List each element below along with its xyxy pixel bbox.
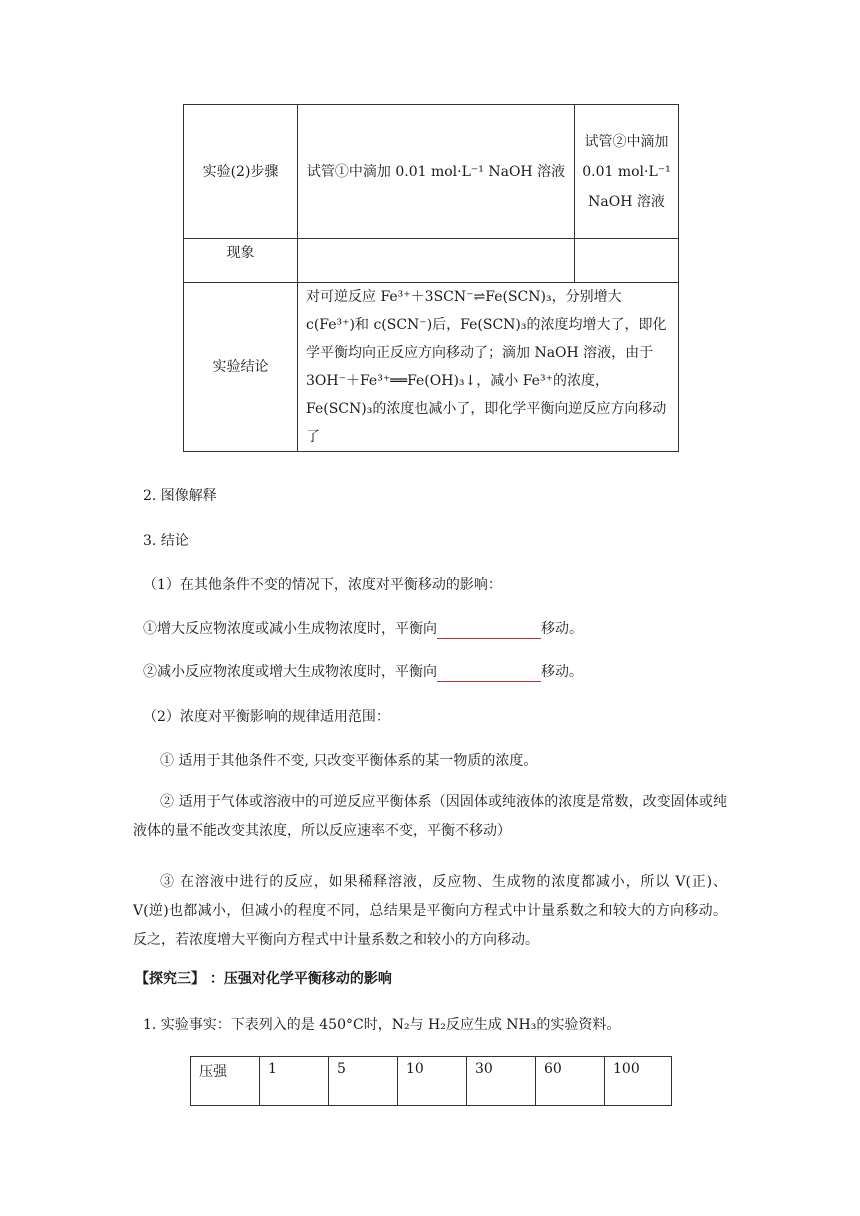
rule-item: ① 适用于其他条件不变, 只改变平衡体系的某一物质的浓度。 [160,753,538,769]
table-cell: 试管②中滴加 0.01 mol·L⁻¹ NaOH 溶液 [575,105,679,239]
table-cell: 60 [536,1057,605,1106]
table-row-label: 现象 [184,239,298,283]
table-cell: 100 [605,1057,672,1106]
section-heading: 【探究三】 ：压强对化学平衡移动的影响 [135,971,392,987]
table-cell: 试管①中滴加 0.01 mol·L⁻¹ NaOH 溶液 [298,105,575,239]
text: 移动。 [541,621,583,637]
table-cell [298,239,575,283]
paragraph: （2）浓度对平衡影响的规律适用范围： [143,709,390,725]
table-cell: 5 [329,1057,398,1106]
table-cell: 30 [467,1057,536,1106]
text: ①增大反应物浓度或减小生成物浓度时，平衡向 [143,621,437,637]
table-cell [575,239,679,283]
section-heading: 3. 结论 [143,533,189,549]
table-cell: 10 [398,1057,467,1106]
rule-item: ② 适用于气体或溶液中的可逆反应平衡体系（因固体或纯液体的浓度是常数，改变固体或纯液体的量不能改变其浓度，所以反应速率不变，平衡不移动） [133,794,727,839]
experiment-table [183,104,679,452]
table-header-cell: 压强 [191,1057,260,1106]
table-row-label: 实验结论 [184,283,298,452]
table-cell: 1 [260,1057,329,1106]
answer-blank[interactable] [437,622,541,639]
paragraph: 1. 实验事实：下表列入的是 450°C时，N₂与 H₂反应生成 NH₃的实验资料。 [143,1017,621,1033]
fill-blank-line [143,662,583,682]
table-cell: 对可逆反应 Fe³⁺＋3SCN⁻⇌Fe(SCN)₃，分别增大 c(Fe³⁺)和 c(SCN⁻)后，Fe(SCN)₃的浓度均增大了，即化学平衡均向正反应方向移动了；滴加 NaOH 溶液，由于 3OH⁻＋Fe³⁺══Fe(OH)₃↓，减小 Fe³⁺的浓度，Fe(SCN)₃的浓度也减小了，即化学平衡向逆反应方向移动了 [298,283,679,452]
paragraph: （1）在其他条件不变的情况下，浓度对平衡移动的影响： [143,577,502,593]
rule-item: ③ 在溶液中进行的反应，如果稀释溶液，反应物、生成物的浓度都减小，所以 V(正)、V(逆)也都减小，但减小的程度不同，总结果是平衡向方程式中计量系数之和较大的方向移动。反之，若浓度增大平衡向方程式中计量系数之和较小的方向移动。 [133,874,727,948]
text: 移动。 [541,664,583,680]
section-heading: 2. 图像解释 [143,488,217,504]
table-row-label: 实验(2)步骤 [184,105,298,239]
fill-blank-line [143,619,583,639]
answer-blank[interactable] [437,665,541,682]
text: ②减小反应物浓度或增大生成物浓度时，平衡向 [143,664,437,680]
pressure-table [190,1056,672,1106]
